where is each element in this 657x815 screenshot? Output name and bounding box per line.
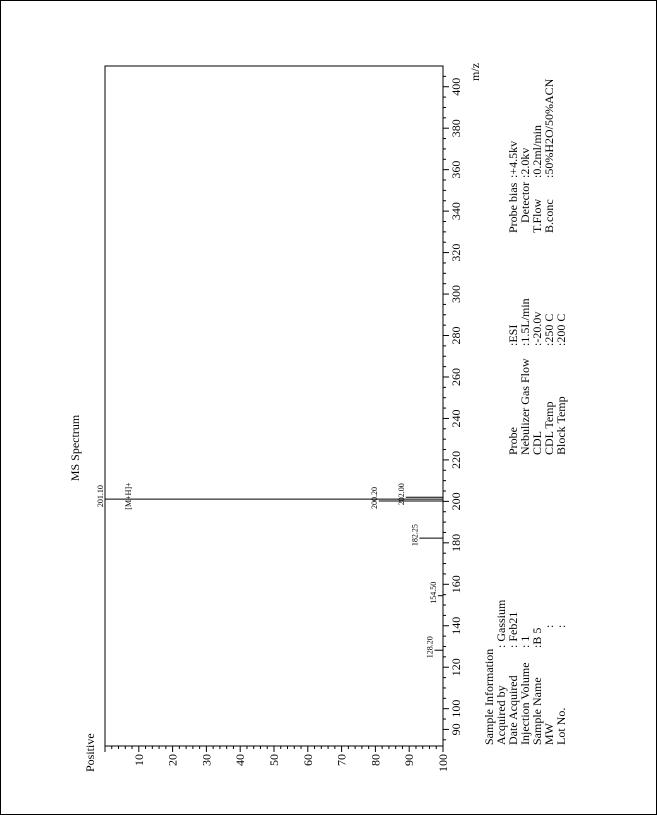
x-tick-label: 380 bbox=[449, 119, 463, 138]
peak-label: 200.20 bbox=[369, 486, 379, 509]
peak-label: 182.25 bbox=[410, 524, 420, 547]
instrument-label: Probe bbox=[506, 427, 520, 455]
instrument-label: CDL bbox=[530, 431, 544, 455]
instrument-label: CDL Temp bbox=[542, 401, 556, 455]
x-tick-label: 340 bbox=[449, 202, 463, 221]
y-tick-label: 90 bbox=[402, 754, 417, 766]
detector-parameters bbox=[506, 78, 556, 233]
instrument-value: :-20.0v bbox=[530, 311, 544, 346]
x-tick-label: 280 bbox=[449, 326, 463, 345]
y-tick-label: 20 bbox=[165, 754, 180, 766]
peak-layer bbox=[96, 482, 443, 658]
peak-label: 201.10 bbox=[96, 485, 105, 508]
x-tick-label: 120 bbox=[449, 658, 463, 677]
x-tick-label: 360 bbox=[449, 160, 463, 179]
sample-info-value: : 1 bbox=[518, 635, 532, 648]
instrument-value: :250 C bbox=[542, 313, 556, 346]
y-tick-label: 10 bbox=[131, 754, 146, 766]
sample-information bbox=[482, 599, 568, 745]
detector-value: :0.2ml/min bbox=[530, 124, 544, 178]
y-tick-label: 70 bbox=[334, 754, 349, 766]
x-tick-label: 220 bbox=[449, 450, 463, 469]
sample-info-value: : Gassium bbox=[494, 599, 508, 648]
instrument-value: :200 C bbox=[554, 313, 568, 346]
instrument-label: Block Temp bbox=[554, 396, 568, 455]
instrument-value: :ESI bbox=[506, 324, 520, 346]
y-tick-label: 50 bbox=[267, 754, 281, 766]
instrument-parameters bbox=[506, 298, 568, 455]
sample-info-label: Sample Name bbox=[530, 677, 544, 745]
y-tick-label: 80 bbox=[368, 754, 383, 766]
chart-title: MS Spectrum bbox=[68, 414, 82, 482]
x-tick-label: 400 bbox=[449, 77, 463, 96]
x-tick-label: 100 bbox=[449, 699, 463, 718]
sample-info-heading: Sample Information bbox=[482, 648, 496, 745]
x-tick-label: 240 bbox=[449, 409, 463, 428]
peak-label: 202.00 bbox=[396, 483, 406, 506]
sample-info-label: Injection Volume bbox=[518, 662, 532, 745]
x-tick-label: 300 bbox=[449, 285, 463, 304]
y-tick-label: 100 bbox=[436, 754, 450, 772]
sample-info-label: Acquired by bbox=[494, 685, 508, 745]
polarity-label: Positive bbox=[83, 733, 97, 772]
detector-label: Probe bias bbox=[506, 182, 520, 233]
x-tick-label: 260 bbox=[449, 367, 463, 386]
sample-info-label: Date Acquired bbox=[506, 675, 520, 745]
sample-info-value: : bbox=[554, 624, 568, 628]
x-tick-label: 160 bbox=[449, 575, 463, 594]
x-tick-label: 200 bbox=[449, 492, 463, 511]
plot-frame bbox=[105, 66, 443, 746]
sample-info-value: : bbox=[542, 624, 556, 628]
y-tick-label: 30 bbox=[199, 754, 214, 766]
detector-label: T.Flow bbox=[530, 198, 544, 233]
x-tick-label: 320 bbox=[449, 243, 463, 262]
detector-value: :50%H2O/50%ACN bbox=[542, 78, 556, 178]
axis-layer bbox=[105, 76, 463, 772]
peak-annotation: [M+H]+ bbox=[124, 482, 133, 510]
instrument-value: :1.5L/min bbox=[518, 298, 532, 346]
y-tick-label: 40 bbox=[233, 754, 248, 766]
peak-label: 154.50 bbox=[428, 581, 438, 604]
y-tick-label: 60 bbox=[300, 754, 315, 766]
detector-label: Detector bbox=[518, 181, 532, 223]
x-axis-unit: m/z bbox=[468, 63, 482, 81]
detector-value: :2.0kv bbox=[518, 147, 532, 178]
sample-info-value: :B 5 bbox=[530, 627, 544, 648]
x-tick-label: 140 bbox=[449, 616, 463, 635]
peak-label: 128.20 bbox=[425, 636, 435, 659]
sample-info-value: : Feb21 bbox=[506, 611, 520, 648]
instrument-label: Nebulizer Gas Flow bbox=[518, 358, 532, 455]
x-tick-label: 180 bbox=[449, 533, 463, 552]
x-tick-label: 90 bbox=[449, 723, 463, 736]
detector-value: :+4.5kv bbox=[506, 140, 520, 178]
sample-info-label: Lot No. bbox=[554, 707, 568, 745]
detector-label: B.conc bbox=[542, 199, 556, 233]
sample-info-label: MW bbox=[542, 723, 556, 745]
